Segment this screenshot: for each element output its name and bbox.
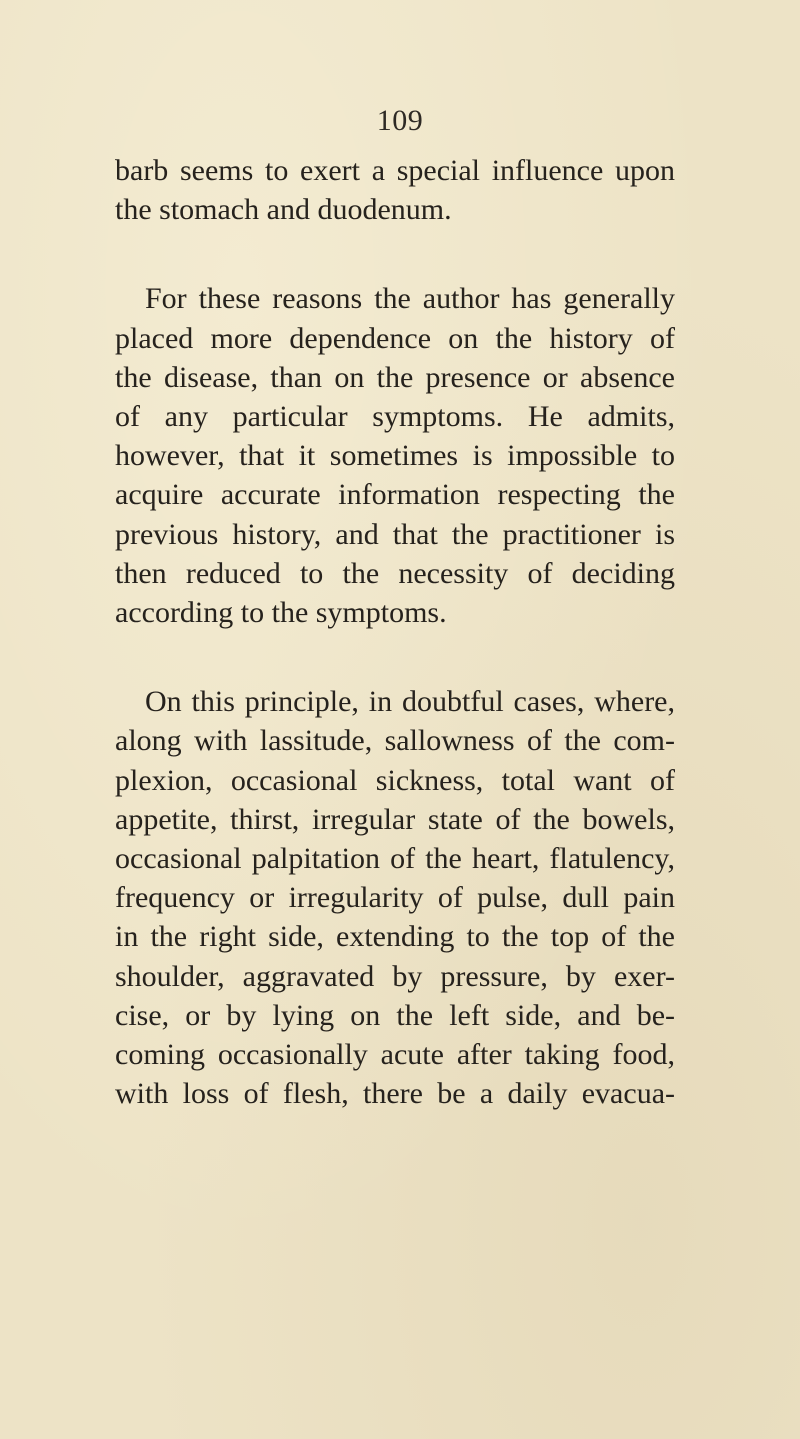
paragraph-1 xyxy=(115,151,675,229)
text-line: For these reasons the author has generally xyxy=(145,282,675,316)
text-line: the disease, than on the presence or absence xyxy=(115,360,675,394)
text-line: however, that it sometimes is impossible to xyxy=(115,439,675,473)
text-line: acquire accurate information respecting the xyxy=(115,478,675,512)
text-line: cise, or by lying on the left side, and be- xyxy=(115,998,675,1032)
paragraph-2 xyxy=(115,279,675,632)
paragraph-gap xyxy=(115,632,675,682)
text-line: coming occasionally acute after taking food, xyxy=(115,1038,675,1072)
text-line: then reduced to the necessity of deciding xyxy=(115,556,675,590)
page-number: 109 xyxy=(376,104,424,137)
text-line: placed more dependence on the history of xyxy=(115,321,675,355)
paragraph-3 xyxy=(115,682,675,1113)
text-line: appetite, thirst, irregular state of the bowels, xyxy=(115,802,675,836)
text-line: with loss of flesh, there be a daily evacua- xyxy=(115,1077,675,1111)
text-line: frequency or irregularity of pulse, dull pain xyxy=(115,881,675,915)
text-line: previous history, and that the practitioner is xyxy=(115,517,675,551)
text-line: according to the symptoms. xyxy=(115,596,447,630)
paragraph-gap xyxy=(115,229,675,279)
body-text xyxy=(115,151,675,1113)
text-line: On this principle, in doubtful cases, where, xyxy=(145,685,675,719)
text-line: along with lassitude, sallowness of the com- xyxy=(115,724,675,758)
text-line: plexion, occasional sickness, total want of xyxy=(115,763,675,797)
text-line: occasional palpitation of the heart, flatulency, xyxy=(115,842,675,876)
text-line: of any particular symptoms. He admits, xyxy=(115,400,675,434)
text-line: shoulder, aggravated by pressure, by exer- xyxy=(115,959,675,993)
text-line: in the right side, extending to the top of the xyxy=(115,920,675,954)
text-line: barb seems to exert a special influence upon xyxy=(115,154,675,187)
text-line: the stomach and duodenum. xyxy=(115,193,452,227)
